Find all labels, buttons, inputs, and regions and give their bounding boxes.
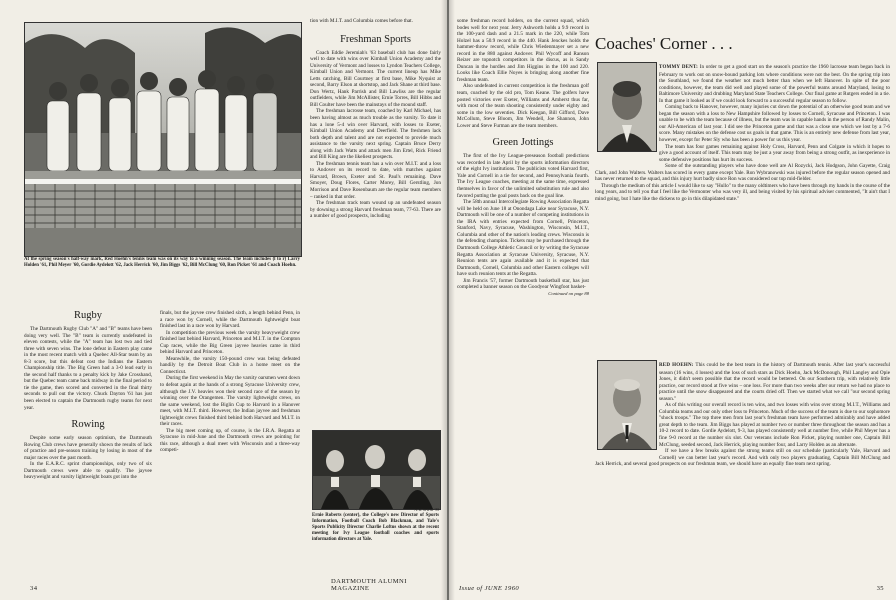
hoehn-name: RED HOEHN: [659,363,694,368]
tennis-team-photo-image [25,23,301,256]
freshman-sports-paragraph: Coach Eddie Jeremiah's '63 baseball club has done fairly well to date with wins over Kimball Union Academy and the University of Vermont and losses to Lyndon Teachers College, Kimball Union and Vermont. The current lineup has Mike Letts catching, Bill Courtney at first base, Mike Nyquist at second, Barry Elson at shortstop, and Jack Shane at third base. Don Wertz, Hank Parrish and Bill Lawliss are the regular outfielders, while Jim McAllister, Ernie Torres, Bill Hibbs and Bill Coulter have been the mainstays of the mound staff. [310,49,441,108]
sports-directors-caption: Ernie Roberts (center), the College's new Director of Sports Information, Football Coach Bob Blackman, and Yale's Sports Publicity Director Charlie Loftus shown at the recent meeting for Ivy League football coaches and sports information directors at Yale. [312,513,439,542]
issue-date: Issue of JUNE 1960 [459,585,520,592]
photo-credit: A. R. Sevene '35 [414,508,439,512]
rowing-continued-paragraph: In competition the previous week the varsity heavyweight crew finished last behind Harvard, Princeton and M.I.T. in the Compton Cup races, while the Big Green jayvee heavies came in third behind Harvard and Princeton. [160,329,300,356]
rowing-continued-paragraph: The big meet coming up, of course, is the I.R.A. Regatta at Syracuse in mid-June and the Dartmouth crews are pointing for this race, although a dual meet with Wisconsin and a three-way competi- [160,427,300,454]
dent-name: TOMMY DENT: [659,65,699,70]
hoehn-article [595,362,890,580]
left-column-2 [160,310,300,582]
dent-photo-spacer [595,64,659,164]
left-column-3 [310,18,441,408]
dent-paragraph: Through the medium of this article I would like to say "Hullo" to the many oldtimers who have been through my hands in the course of the long years, and to tell you that I feel like the Vermonter who was very ill, and being visited by his spiritual adviser commented, "It ain't that I mind going, but I hate like the dickens to go in this dilapidated state." [595,182,890,202]
tennis-team-photo [24,22,302,257]
left-column-1 [24,298,152,580]
dent-paragraph: Some of the outstanding players who have done well are Al Rozycki, Jack Hodgson, John Gayette, Craig Clark, and John Walters. Walters has scored in every game except Yale. Ron Wybranowski was injured before the regular season opened and has never returned to the squad, and this injury hurt badly since Ron was considered our top mid-fielder. [595,163,890,183]
green-jottings-heading: Green Jottings [492,137,554,149]
freshman-sports-paragraph: The freshman tennis team has a win over M.I.T. and a loss to Andover on its record to date, with matches against Harvard, Brown, Exeter and St. Paul's remaining. Dave Smoyer, Doug Flores, Carter Morey, Bill Gerstling, Jon Morrison and Dave Rosenbaum are the regular team members – ranked in that order. [310,160,441,200]
hoehn-photo-spacer [595,362,659,458]
freshman-track-paragraph: some freshman record holders, on the current squad, which bodes well for next year. Jerry Ashworth holds a 9.9 record in the 100-yard dash and a 21.5 mark in the 220, while Tom Holzel has a 50.9 record in the 440. Hank Jenckes holds the hammer-throw record, while Chris Wiedenmayer set a new record in the 880 against Andover. Phil Wycoff and Ranson Reizer are topnotch competitors in the discus, as is Sandy Duncan in the hurdles and Jim Higgins in the 100 and 220. Looks like Coach Ellie Noyes is bringing along another fine freshman team. [457,18,589,83]
sports-directors-photo [312,430,441,510]
dent-paragraph: The team has four games remaining against Holy Cross, Harvard, Penn and Colgate in which it hopes to give a good account of itself. This team may be just a year away from being a strong outfit, as inexperience in some defensive positions has hurt its success. [659,143,890,163]
coaches-corner-title: Coaches' Corner . . . [595,34,733,53]
right-page [449,0,896,600]
green-jottings-paragraph: The first of the Ivy League-preseason football predictions was recorded in late April by the sports information directors of the eight Ivy institutions. The publicists voted Harvard first, Yale and Cornell in a tie for second, and Pennsylvania fourth. The Ivy League coaches, meeting at the same time, expressed themselves in favor of the unlimited substitution rule and also favored putting the goal posts back on the goal line. [457,153,589,199]
green-jottings-paragraph: Jim Francis '57, former Dartmouth basketball star, has just completed a banner season on the Goodyear Wingfoot basket- [457,277,589,291]
rowing-paragraph: Despite some early season optimism, the Dartmouth Rowing Club crews have generally shown the results of lack of practice and pre-season training by losing in most of the major races over the past month. [24,435,152,461]
hoehn-text: This could be the best team in the history of Dartmouth tennis. After last year's successful season (16 wins, 4 losses) and the loss of such stars as Dick Hoehn, Jack McDonough, Phil Langley and Opie Jones, it didn't seem possible that the record would be bettered. On our Southern trip, with relatively little practice, our record stood at five wins – one loss. For more than two weeks after our return we had no place to practice until the snow disappeared and the courts dried off. Then we started what we call "our second spring season." [659,362,890,402]
right-column-1 [457,18,589,578]
dent-article [595,64,890,352]
carryover-text: tion with M.I.T. and Columbia comes before that. [310,18,413,24]
page-number-right: 35 [876,585,884,592]
rowing-heading: Rowing [71,419,105,431]
rugby-heading: Rugby [73,310,102,321]
photo-caption-box [24,257,300,293]
rowing-continued-paragraph: Meanwhile, the varsity 150-pound crew was being defeated handily by the Detroit Boat Club in a home meet on the Connecticut. [160,355,300,375]
freshman-golf-paragraph: Also undefeated in current competition is the freshman golf team, coached by the old pro, Tom Keane. The golfers have posted victories over Exeter, Williams and Amherst thus far, with most of the team shooting consistently under eighty and some in the low seventies. Dick Keegan, Bill Gifford, Dave McCollum, Steve Bloom, Jim Wendell, Joe Shannon, John Lower and Steve Furman are the team members. [457,83,589,129]
freshman-sports-paragraph: The freshman track team wound up an undefeated season by downing a strong Harvard freshman team, 77-63. There are a number of good prospects, including [310,200,441,220]
left-page [0,0,447,600]
magazine-name: DARTMOUTH ALUMNI MAGAZINE [331,578,407,592]
green-jottings-paragraph: The 58th annual Intercollegiate Rowing Association Regatta will be held on June 18 at Onondaga Lake near Syracuse, N.Y. Dartmouth will be one of a number of competing institutions in the IRA with entries expected from Cornell, Princeton, Stanford, Navy, Syracuse, Washington, Wisconsin, M.I.T., Columbia and other of the nation's leading crews. Wisconsin is the defending champion. Tickets may be purchased through the Dartmouth College Athletic Council or by writing the Syracuse Regatta Association at Syracuse University, Syracuse, N.Y. Reunion tents are again available and it is expected that Dartmouth, Cornell, Columbia and other Eastern colleges will have such reunion tents at the Regatta. [457,199,589,278]
rowing-continued-paragraph: During the first weekend in May the varsity oarsmen went down to defeat again at the hands of a strong Syracuse University crew, although the J.V. heavies won their second race of the season by winning over the Orangemen. The varsity lightweight crews, on the same weekend, lost the Biglin Cup to Harvard in a Hanover meet, with M.I.T. third. However, the Indian jayvee and freshman lightweight crews finished third behind both Harvard and M.I.T. in their races. [160,375,300,428]
freshman-sports-heading: Freshman Sports [340,33,411,45]
page-number-left: 34 [30,585,38,592]
dent-text: In order to get a good start on the season's practice the 1960 lacrosse team began back in February to work out on snow-bound parking lots where conditions were not the best. On the spring trip into the Southland, we found the weather not much better than when we left Hanover. In spite of the poor conditions, however, the team did well and played some of the powerful teams around Maryland, losing to Baltimore University and drubbing Maryland State Teachers College. Our final game at Rutgers ended in a tie. In that game it looked as if we could look forward to a successful regular season to follow. [659,64,890,104]
dent-paragraph: Coming back to Hanover, however, many injuries cut down the potential of an otherwise good team and we began the season with a loss to New Hampshire followed by losses to Cornell, Syracuse and Princeton. I was unable to be with the team because of illness, but the team was in capable hands in the person of Randy Malin, our All-American of last year. I did see the Princeton game and that was a close one which we lost by a 7-6 score. Many mistakes on the defense cost us goals in that game. This is an entirely new defense from last year, however, except for Peter Sly who has been a power for us this year. [659,104,890,144]
rugby-paragraph: The Dartmouth Rugby Club "A" and "B" teams have been doing very well. The "B" team is currently undefeated in eleven contests, while the "A" team has lost two and tied three with seven wins. The lone defeat in Eastern play came in the most recent match with a Quebec All-Star team by an 8-3 score, but this defeat cost the Indians the Eastern Championship title. The Big Green had a 3-0 lead early in the second half thanks to a penalty kick by Jake Crosshand, but the Quebec team came back midway in the final period to tie the game, then scored and converted in the final thirty seconds to pull out the victory. Chuck Dayton '61 has just been elected to captain the Dartmouth rugby teams for next year. [24,326,152,411]
sports-directors-photo-image [313,431,440,509]
hoehn-paragraph: As of this writing our overall record is ten wins, and two losses with wins over strong M.I.T., Williams and Columbia teams and our only other loss to Princeton. Much of the success of the team is due to our sophomore "shock troops." The top three men from last year's freshman team have performed admirably and have added great depth to the team. Jim Biggs has played at number two or number three throughout the season and has a 10-2 record to date. Gordie Aydelott, 9-3, has played consistently well at number five, while Phil Meyer has a fine 9-0 record at the number six slot. Our veterans include Ron Picket, playing number one, Captain Bill McClung, seeded second, Jack Herrick, playing number four, and Larry Holden as an alternate. [659,402,890,448]
freshman-sports-paragraph: The freshman lacrosse team, coached by Karl Michael, has been having almost as much trouble as the varsity. To date it has a lone 5-4 win over Harvard, with losses to Exeter, Kimball Union Academy and Deerfield. The freshmen lack both depth and talent and are not expected to provide much assistance to the varsity next spring. Captain Bruce Derry along with Jack Watts and attack men Jim Ertel, Rick Friend and Bill King are the likeliest prospects. [310,108,441,161]
photo2-caption-box [312,508,439,558]
hoehn-paragraph: If we have a few breaks against the strong teams still on our schedule (particularly Yale, Harvard and Cornell) we can better last year's record. And with only two players graduating, Captain Bill McClung and Jack Herrick, and several good prospects on our freshman team, we should have an equally fine team next spring. [595,448,890,468]
continued-note: Continued on page 88 [548,290,589,296]
rowing-paragraph: In the E.A.R.C. sprint championships, only two of six Dartmouth crews were able to qualify. The jayvee heavyweight and varsity lightweight boats got into the [24,461,152,481]
tennis-photo-caption: At the spring season's half-way mark, Red Hoehn's tennis team was on its way to a winning season. The team includes (l to r) Larry Holden '61, Phil Meyer '60, Gordie Aydelott '62, Jack Herrick '60, Jim Biggs '62, Bill McClung '60, Ron Picket '61 and Coach Hoehn. [24,257,300,268]
rowing-continued-paragraph: finals, but the jayvee crew finished sixth, a length behind Penn, in a race won by Cornell, while the Dartmouth lightweight boat finished last in a race won by Harvard. [160,310,300,330]
